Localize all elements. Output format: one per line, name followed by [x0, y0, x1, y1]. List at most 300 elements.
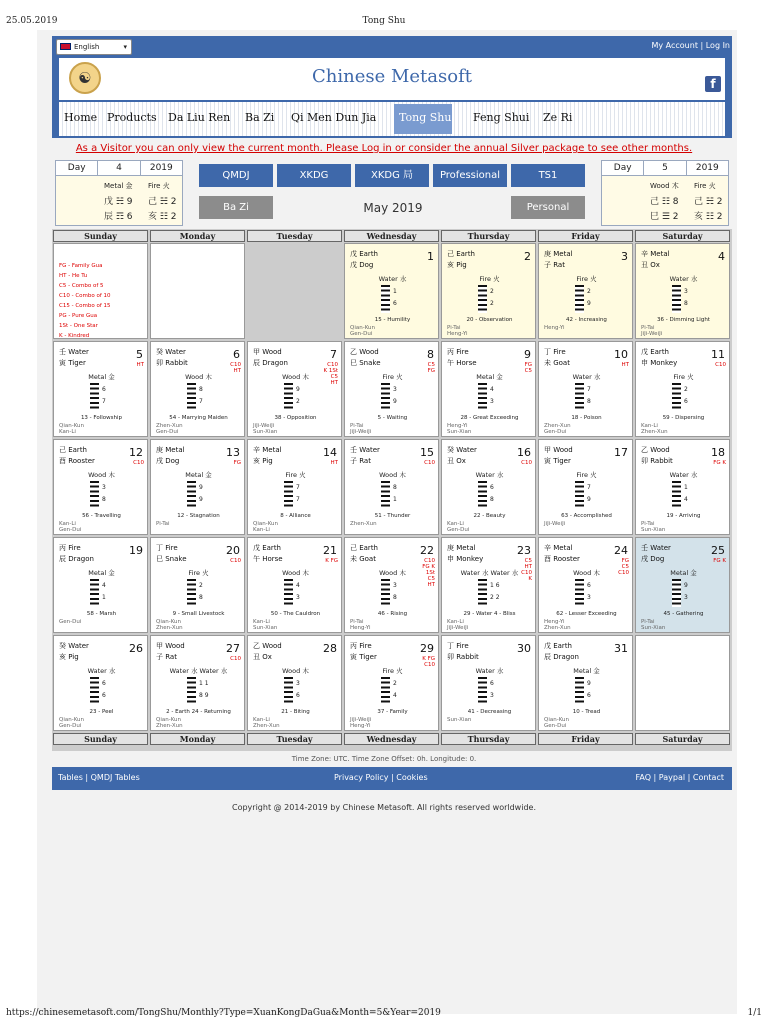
day-cell[interactable] — [441, 439, 536, 535]
gua-number-bottom: 3 — [490, 398, 494, 405]
day-branch: 子 Rat — [350, 457, 371, 465]
day-cell[interactable] — [538, 635, 633, 731]
day-stem: 庚 Metal — [156, 446, 185, 454]
logo-icon: ☯ — [69, 62, 101, 94]
gua-element: Wood 木 — [379, 471, 406, 479]
hexagram-icon — [575, 481, 584, 509]
gua-family-2: Zhen-Xun — [156, 625, 183, 631]
gua-family-2: Gen-Dui — [156, 429, 179, 435]
day-stem: 己 Earth — [59, 446, 87, 454]
gua-2: 己 ☵ 2 — [694, 197, 723, 207]
account-links[interactable]: My Account | Log In — [651, 41, 730, 50]
gua-family-2: Sun-Xian — [253, 625, 278, 631]
gua-number-bottom: 6 — [296, 692, 300, 699]
day-stem: 丁 Fire — [544, 348, 566, 356]
banner — [52, 58, 732, 100]
day-number: 4 — [718, 250, 725, 263]
print-page-number: 1/1 — [747, 1008, 762, 1018]
day-stem: 甲 Wood — [253, 348, 282, 356]
weekday-header: Tuesday — [247, 230, 342, 242]
gua-name: 58 - Marsh — [86, 611, 117, 617]
gua-name: 22 - Beauty — [473, 513, 506, 519]
gua-family-1: Sun-Xian — [447, 717, 472, 723]
day-branch: 卯 Rabbit — [447, 653, 479, 661]
hexagram-icon — [575, 285, 584, 313]
gua-number-top: 3 — [684, 288, 688, 295]
gua-family-1: JiJi-WeiJi — [253, 423, 275, 429]
day-branch: 酉 Rooster — [59, 457, 95, 465]
gua-element: Fire 火 — [576, 471, 597, 479]
qmdj-button[interactable]: QMDJ — [199, 164, 273, 187]
day-branch: 巳 Snake — [350, 359, 381, 367]
gua-element: Wood 木 — [185, 373, 212, 381]
gua-name: 41 - Decreasing — [467, 709, 512, 715]
day-branch: 子 Rat — [544, 261, 565, 269]
gua-family-2: Gen-Dui — [59, 723, 82, 729]
chevron-down-icon: ▾ — [123, 43, 127, 51]
day-cell[interactable] — [150, 537, 245, 633]
day-number: 24 — [614, 544, 628, 557]
gua-number-top: 2 — [199, 582, 203, 589]
hexagram-icon — [381, 677, 390, 705]
gua-element: Wood 木 — [282, 569, 309, 577]
weekday-header: Monday — [150, 230, 245, 242]
gua-number-bottom: 6 — [587, 692, 591, 699]
gua-family-1: Gen-Dui — [59, 619, 82, 625]
gua-number-bottom: 6 — [393, 300, 397, 307]
gua-family-2: Sun-Xian — [447, 429, 472, 435]
gua-family-2: Heng-Yi — [447, 331, 468, 337]
day-number: 9 — [524, 348, 531, 361]
gua-element: Fire 火 — [673, 373, 694, 381]
gua-family-1: Heng-Yi — [544, 325, 565, 331]
nav-products[interactable]: Products — [107, 111, 157, 124]
day-branch: 亥 Pig — [59, 653, 79, 661]
nav-da-liu-ren[interactable]: Da Liu Ren — [168, 111, 231, 124]
gua-element: Fire 火 — [479, 275, 500, 283]
day-cell[interactable] — [247, 537, 342, 633]
copyright: Copyright @ 2014-2019 by Chinese Metasoft. All rights reserved worldwide. — [231, 803, 536, 812]
gua-family-1: Zhen-Xun — [544, 423, 571, 429]
gua-number-bottom: 9 — [587, 300, 591, 307]
day-number: 20 — [226, 544, 240, 557]
day-tags: C10 — [424, 460, 435, 466]
xkdg-button[interactable]: XKDG — [277, 164, 351, 187]
gua-name: 21 - Biting — [281, 709, 310, 715]
gua-number-bottom: 8 9 — [199, 692, 209, 699]
gua-element: Metal 金 — [88, 569, 115, 577]
legend-item: 1St - One Star — [59, 323, 98, 329]
weekday-header: Tuesday — [247, 733, 342, 745]
element-1: Metal 金 — [104, 182, 133, 190]
gua-family-1: Qian-Kun — [253, 521, 279, 527]
day-branch: 戌 Dog — [156, 457, 180, 465]
day-cell[interactable] — [344, 537, 439, 633]
professional-button[interactable]: Professional — [433, 164, 507, 187]
footer-contact-links[interactable]: FAQ | Paypal | Contact — [635, 773, 724, 782]
gua-name: 29 - Water 4 - Bliss — [463, 611, 516, 617]
gua-family-2: Kan-Li — [59, 429, 76, 435]
gua-number-top: 3 — [393, 386, 397, 393]
gua-family-1: Pi-Tai — [350, 423, 364, 429]
day-stem: 丁 Fire — [447, 642, 469, 650]
gua-number-top: 6 — [490, 484, 494, 491]
day-stem: 庚 Metal — [544, 250, 573, 258]
day-stem: 甲 Wood — [544, 446, 573, 454]
gua-number-top: 7 — [296, 484, 300, 491]
hexagram-icon — [187, 383, 196, 411]
gua-number-bottom: 6 — [684, 398, 688, 405]
day-branch: 申 Monkey — [447, 555, 484, 563]
gua-1: 戊 ☵ 9 — [104, 197, 133, 207]
timezone-info: Time Zone: UTC. Time Zone Offset: 0h. Longitude: 0. — [291, 755, 477, 763]
empty-cell — [150, 243, 245, 339]
gua-element: Wood 木 — [282, 373, 309, 381]
gua-number-bottom: 8 — [490, 496, 494, 503]
day-cell[interactable] — [344, 243, 439, 339]
day-number: 26 — [129, 642, 143, 655]
weekday-header: Friday — [538, 230, 633, 242]
day-number: 23 — [517, 544, 531, 557]
day-tags: C10 — [715, 362, 726, 368]
gua-2: 己 ☵ 2 — [148, 197, 177, 207]
gua-family-2: JiJi-WeiJi — [641, 331, 663, 337]
footer-policy-links[interactable]: Privacy Policy | Cookies — [334, 773, 428, 782]
day-branch: 申 Monkey — [641, 359, 678, 367]
gua-number-top: 1 1 — [199, 680, 209, 687]
brand-title: Chinese Metasoft — [312, 66, 472, 87]
gua-element: Wood 木 — [379, 569, 406, 577]
gua-number-top: 4 — [296, 582, 300, 589]
day-stem: 戊 Earth — [544, 642, 572, 650]
gua-element: Metal 金 — [88, 373, 115, 381]
empty-cell — [635, 635, 730, 731]
gua-element: Fire 火 — [576, 275, 597, 283]
weekday-header: Saturday — [635, 733, 730, 745]
weekday-header: Thursday — [441, 230, 536, 242]
day-value: 5 — [644, 161, 686, 175]
gua-family-1: Pi-Tai — [447, 325, 461, 331]
day-value: 4 — [98, 161, 140, 175]
print-title: Tong Shu — [362, 16, 406, 26]
nav-feng-shui[interactable]: Feng Shui — [473, 111, 530, 124]
day-cell[interactable] — [150, 439, 245, 535]
day-tags: C10 K 1St C5 HT — [323, 362, 338, 386]
personal-button[interactable]: Personal — [511, 196, 585, 219]
gua-family-1: Heng-Yi — [447, 423, 468, 429]
gua-family-1: Qian-Kun — [156, 717, 182, 723]
gua-name: 13 - Followship — [80, 415, 123, 421]
day-branch: 寅 Tiger — [59, 359, 86, 367]
gua-name: 8 - Alliance — [280, 513, 311, 519]
hexagram-icon — [478, 285, 487, 313]
gua-family-1: Kan-Li — [447, 521, 464, 527]
day-cell[interactable] — [441, 635, 536, 731]
day-cell[interactable] — [344, 439, 439, 535]
language-select[interactable] — [56, 39, 132, 55]
gua-number-bottom: 2 — [296, 398, 300, 405]
day-branch: 子 Rat — [156, 653, 177, 661]
gua-element: Wood 木 — [282, 667, 309, 675]
gua-name: 19 - Arriving — [666, 513, 701, 519]
gua-number-bottom: 3 — [296, 594, 300, 601]
gua-number-top: 3 — [296, 680, 300, 687]
hexagram-icon — [478, 383, 487, 411]
gua-family-1: Pi-Tai — [641, 521, 655, 527]
day-branch: 寅 Tiger — [544, 457, 571, 465]
day-cell[interactable] — [53, 537, 148, 633]
gua-number-bottom: 1 — [393, 496, 397, 503]
gua-number-bottom: 9 — [199, 496, 203, 503]
nav-home[interactable]: Home — [64, 111, 98, 124]
gua-number-bottom: 8 — [587, 398, 591, 405]
gua-element: Fire 火 — [285, 471, 306, 479]
day-number: 27 — [226, 642, 240, 655]
gua-element: Water 水 — [572, 373, 601, 381]
day-tags: C10 FG K 1St C5 HT — [422, 558, 435, 588]
day-cell[interactable] — [247, 341, 342, 437]
day-number: 6 — [233, 348, 240, 361]
day-cell[interactable] — [53, 439, 148, 535]
day-cell[interactable] — [150, 341, 245, 437]
gua-family-1: JiJi-WeiJi — [544, 521, 566, 527]
gua-family-1: Qian-Kun — [544, 717, 570, 723]
gua-number-bottom: 7 — [296, 496, 300, 503]
gua-family-1: Qian-Kun — [59, 423, 85, 429]
day-branch: 未 Goat — [350, 555, 376, 563]
gua-name: 63 - Accomplished — [561, 513, 612, 519]
hexagram-icon — [284, 481, 293, 509]
gua-element: Fire 火 — [382, 667, 403, 675]
day-number: 29 — [420, 642, 434, 655]
nav-ba-zi[interactable]: Ba Zi — [245, 111, 275, 124]
day-cell[interactable] — [441, 341, 536, 437]
calendar — [52, 229, 732, 751]
day-tags: C5 HT C10 K — [521, 558, 532, 582]
day-branch: 辰 Dragon — [253, 359, 288, 367]
day-stem: 辛 Metal — [253, 446, 282, 454]
day-branch: 午 Horse — [253, 555, 283, 563]
day-tags: FG — [233, 460, 241, 466]
day-cell[interactable] — [538, 439, 633, 535]
gua-family-2: Kan-Li — [253, 527, 270, 533]
day-tags: C10 — [230, 558, 241, 564]
day-stem: 乙 Wood — [641, 446, 670, 454]
day-cell[interactable] — [247, 635, 342, 731]
day-branch: 酉 Rooster — [544, 555, 580, 563]
day-tags: C10 — [230, 656, 241, 662]
gua-family-2: Gen-Dui — [350, 331, 373, 337]
gua-number-bottom: 4 — [393, 692, 397, 699]
gua-family-1: Pi-Tai — [641, 325, 655, 331]
gua-element: Metal 金 — [670, 569, 697, 577]
gua-family-1: Kan-Li — [253, 717, 270, 723]
gua-number-bottom: 3 — [490, 692, 494, 699]
day-number: 16 — [517, 446, 531, 459]
day-cell[interactable] — [635, 537, 730, 633]
gua-3: 巳 ☰ 2 — [650, 212, 679, 222]
day-cell[interactable] — [344, 635, 439, 731]
gua-family-1: Qian-Kun — [350, 325, 376, 331]
day-stem: 甲 Wood — [156, 642, 185, 650]
day-branch: 戊 Dog — [350, 261, 374, 269]
day-stem: 丙 Fire — [350, 642, 372, 650]
day-number: 3 — [621, 250, 628, 263]
day-number: 10 — [614, 348, 628, 361]
gua-family-2: JiJi-WeiJi — [447, 625, 469, 631]
hexagram-icon — [381, 481, 390, 509]
language-label: English — [74, 43, 100, 51]
gua-number-top: 4 — [490, 386, 494, 393]
day-stem: 己 Earth — [447, 250, 475, 258]
facebook-icon[interactable]: f — [705, 76, 721, 92]
gua-name: 46 - Rising — [377, 611, 408, 617]
footer-tables-links[interactable]: Tables | QMDJ Tables — [58, 773, 140, 782]
day-cell[interactable] — [150, 635, 245, 731]
day-number: 19 — [129, 544, 143, 557]
day-number: 18 — [711, 446, 725, 459]
legend-cell — [53, 243, 148, 339]
day-tags: HT — [136, 362, 144, 368]
gua-name: 42 - Increasing — [566, 317, 607, 323]
right-day-box — [601, 160, 729, 226]
day-branch: 辰 Dragon — [544, 653, 579, 661]
day-cell[interactable] — [247, 439, 342, 535]
gua-element: Water 水 Water 水 — [169, 667, 228, 675]
legend-item: C10 - Combo of 10 — [59, 293, 111, 299]
weekday-header: Sunday — [53, 733, 148, 745]
day-cell[interactable] — [635, 243, 730, 339]
day-cell[interactable] — [53, 341, 148, 437]
gua-family-1: Kan-Li — [253, 619, 270, 625]
day-cell[interactable] — [53, 635, 148, 731]
day-cell[interactable] — [538, 537, 633, 633]
bazi-button[interactable]: Ba Zi — [199, 196, 273, 219]
day-stem: 戊 Earth — [641, 348, 669, 356]
element-2: Fire 火 — [148, 182, 170, 190]
left-day-box — [55, 160, 183, 226]
day-stem: 辛 Metal — [641, 250, 670, 258]
day-cell[interactable] — [344, 341, 439, 437]
day-tags: FG C5 — [524, 362, 532, 374]
hexagram-icon — [381, 285, 390, 313]
gua-family-1: Pi-Tai — [641, 619, 655, 625]
ts1-button[interactable]: TS1 — [511, 164, 585, 187]
year-value: 2019 — [695, 163, 719, 173]
day-cell[interactable] — [441, 243, 536, 339]
day-number: 11 — [711, 348, 725, 361]
gua-family-1: JiJi-WeiJi — [350, 717, 372, 723]
day-branch: 未 Goat — [544, 359, 570, 367]
gua-name: 37 - Family — [377, 709, 408, 715]
day-tags: C10 — [133, 460, 144, 466]
gua-family-1: Pi-Tai — [156, 521, 170, 527]
day-cell[interactable] — [441, 537, 536, 633]
gua-number-top: 2 — [393, 680, 397, 687]
gua-name: 50 - The Cauldron — [270, 611, 321, 617]
day-tags: K FG — [325, 558, 338, 564]
gua-4: 亥 ☷ 2 — [694, 212, 723, 222]
month-label: May 2019 — [363, 201, 423, 215]
day-cell[interactable] — [538, 341, 633, 437]
gua-number-bottom: 8 — [684, 300, 688, 307]
hexagram-icon — [90, 677, 99, 705]
gua-number-top: 2 — [490, 288, 494, 295]
gua-number-top: 7 — [587, 484, 591, 491]
day-number: 17 — [614, 446, 628, 459]
gua-number-bottom: 8 — [393, 594, 397, 601]
gua-family-2: Zhen-Xun — [253, 723, 280, 729]
gua-family-1: Pi-Tai — [350, 619, 364, 625]
hexagram-icon — [478, 579, 487, 607]
gua-number-top: 8 — [199, 386, 203, 393]
gua-name: 9 - Small Livestock — [172, 611, 225, 617]
footer-bar — [52, 767, 732, 790]
gua-element: Water 水 Water 水 — [460, 569, 519, 577]
gua-3: 辰 ☶ 6 — [104, 212, 133, 222]
gua-family-2: Zhen-Xun — [544, 625, 571, 631]
gua-family-2: Zhen-Xun — [641, 429, 668, 435]
gua-number-bottom: 3 — [684, 594, 688, 601]
weekday-header: Monday — [150, 733, 245, 745]
gua-family-2: Sun-Xian — [641, 625, 666, 631]
hexagram-icon — [575, 383, 584, 411]
nav-inner — [59, 102, 725, 136]
gua-number-top: 6 — [490, 680, 494, 687]
day-number: 15 — [420, 446, 434, 459]
gua-element: Fire 火 — [382, 373, 403, 381]
weekday-header: Wednesday — [344, 733, 439, 745]
day-cell[interactable] — [538, 243, 633, 339]
gua-name: 15 - Humility — [374, 317, 411, 323]
day-branch: 丑 Ox — [641, 261, 660, 269]
hexagram-icon — [478, 677, 487, 705]
visitor-warning-link[interactable]: As a Visitor you can only view the current month. Please Log in or consider the annual Silver package to see other months. — [75, 143, 693, 154]
gua-family-2: Sun-Xian — [253, 429, 278, 435]
day-cell[interactable] — [635, 341, 730, 437]
gua-name: 56 - Travelling — [82, 513, 121, 519]
gua-family-2: Gen-Dui — [544, 723, 567, 729]
gua-number-top: 9 — [199, 484, 203, 491]
gua-number-bottom: 4 — [684, 496, 688, 503]
gua-number-top: 2 — [684, 386, 688, 393]
gua-family-1: Zhen-Xun — [350, 521, 377, 527]
day-tags: FG C5 C10 — [618, 558, 629, 576]
hexagram-icon — [284, 579, 293, 607]
day-number: 28 — [323, 642, 337, 655]
day-cell[interactable] — [635, 439, 730, 535]
nav-tong-shu[interactable]: Tong Shu — [399, 111, 452, 124]
legend-item: C15 - Combo of 15 — [59, 303, 111, 309]
gua-number-top: 8 — [393, 484, 397, 491]
gua-name: 2 - Earth 24 - Returning — [166, 709, 231, 715]
gua-name: 20 - Observation — [466, 317, 513, 323]
nav-ze-ri[interactable]: Ze Ri — [543, 111, 573, 124]
gua-number-top: 6 — [102, 386, 106, 393]
uk-flag-icon — [60, 43, 71, 50]
gua-element: Wood 木 — [88, 471, 115, 479]
hexagram-icon — [672, 383, 681, 411]
xkdg-ju-button[interactable]: XKDG 局 — [355, 164, 429, 187]
day-stem: 壬 Water — [641, 544, 671, 552]
nav-qi-men-dun-jia[interactable]: Qi Men Dun Jia — [291, 111, 377, 124]
day-stem: 丙 Fire — [447, 348, 469, 356]
day-branch: 亥 Pig — [253, 457, 273, 465]
day-stem: 辛 Metal — [544, 544, 573, 552]
day-number: 2 — [524, 250, 531, 263]
hexagram-icon — [90, 481, 99, 509]
gua-number-top: 6 — [587, 582, 591, 589]
